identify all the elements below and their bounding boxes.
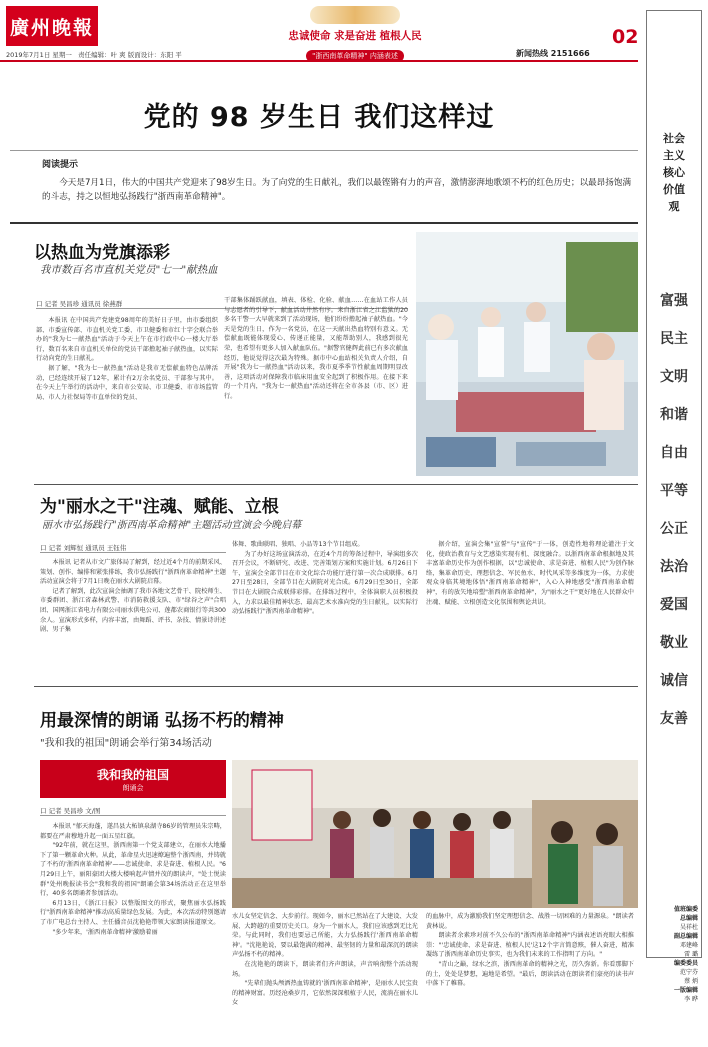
article2-title: 为"丽水之干"注魂、赋能、立根 [40,497,279,517]
credit-line: 蔡 炳 [684,978,698,985]
core-value: 平等 [660,483,688,499]
article2-divider [34,686,638,687]
article3-paragraph: 在沈艳艳的朗读下，朗读者们齐声朗读，声音响彻整个活动现场。 [232,960,418,978]
article2-paragraph: 本报讯 记者从市文广旅体局了解到，经过近4个月的前期采风、策划、创作、编排和紧张排练，我市弘扬践行"浙西南革命精神"主题活动宣演会将于7月1日晚在丽水大剧院启幕。 [40,559,226,586]
article3-paragraph: 本报讯 "郁天海蓬，遂昌县大柘镇泉湖寺86岁的管理员朱宗畴，都要在严肃穆地升起一面五星红旗。 [40,823,226,840]
article3-paragraph: "92年前，就在这里，浙西南第一个党支部建立，在丽水大地播下了第一颗革命火种。从此，革命星火迅速燎遍整个浙西南，并铸就了不朽的'浙西南革命精神'——忠诚使命、求是奋进、植根人民。"6月29日上午，丽阳豪团大楼大楼响起声情并茂的朗读声，"处士悦读群"处州晚报读书会"我和我的祖国"朗诵会第34场活动正在这里举行，40多名朗诵者参加活动。 [40,842,226,898]
core-value: 公正 [660,521,688,537]
article2-paragraph: 为了办好这场宣演活动，在近4个月的筹备过程中，导演组多次召开会议，不断研究、改进、完善策划方案和实施计划。6月26日下午，宣演会全部节目在市文化综合功能厅进行第一次合成联排。6月27日至28日，全部节目在大剧院对光合成。6月29日至30日，全部节目在大剧院合成联排彩排。在排练过程中，全体演职人员积极投入，力求以最佳精神状态、最高艺术水准向党的生日献礼，以实际行动弘扬践行"浙西南革命精神"。 [232,550,418,616]
credit-line: 副总编辑 [673,933,698,940]
article3-subtitle: "我和我的祖国"朗诵会举行第34场活动 [40,738,212,749]
reading-event-logo [40,760,226,798]
article1-col2 [224,296,408,402]
page-title: 党的 98 岁生日 我们这样过 [143,102,495,133]
article3-byline-rule [40,815,226,816]
article3-paragraph: 朗读者余素珍对前不久公布的"浙西南革命精神"内涵表述语亮眼大相推崇："'忠诚使命、求是奋进、植根人民'这12个字言简意赅，催人奋进，精准凝练了浙西南革命历史事实，也为我们未来的工作指明了方向。" [426,932,634,959]
core-value: 友善 [660,711,688,727]
blood-donation-photo-icon [416,232,638,476]
article1-title: 以热血为党旗添彩 [34,243,170,263]
banner-ribbon-icon [310,6,400,24]
core-value: 和谐 [660,407,688,423]
core-value: 文明 [660,369,688,385]
page-number: 02 [612,26,639,48]
article1-divider [34,484,638,485]
article3-paragraph: "先辈们抛头颅洒热血铸就的'浙西南革命精神'，是丽水人民宝贵的精神财富。历经沧桑岁月，它依然深深根植于人民，流淌在丽水儿女 [232,980,418,1007]
banner-sub: "浙西南革命精神" 内涵表述 [306,50,404,62]
header-divider [0,60,638,62]
date-line: 2019年7月1日 星期一 责任编辑：叶 爽 版面设计：东阳 平 [6,51,182,59]
reading-event-logo-title: 我和我的祖国 [96,768,169,782]
credit-line: 吴祥杜 [679,924,698,931]
article3-paragraph: "多少年来，'浙西南革命精神'激励着丽 [52,928,158,936]
core-value: 诚信 [660,673,688,689]
article2-byline-rule [40,552,226,553]
article1-paragraph: 干部集体踊跃献血，填表、体检、化验、献血……在血站工作人员与志愿者的引导下，献血活动井然有序。来自浙江省之江监狱的20多名干警一大早就来到了活动现场，他们纷纷撸起袖子献热血。"今天是党的生日，作为一名党员，在这一天献出热血特别有意义。无偿献血既能体现爱心、传递正能量，又能帮助别人，我感到很光荣，也希望有更多人加入献血队伍。"据警官健辉此前已有多次献血经历，他说觉得这次最为特殊。据市中心血站相关负责人介绍，自开展"我为七一献热血"活动以来，我市夏季季节性献血周期明显改善，这项活动对保障我市临床用血安全起到了积极作用。在接下来的一个月内，"我为七一献热血"活动还将在全市各县（市、区）进行。 [224,297,408,400]
banner-slogan: 忠诚使命 求是奋进 植根人民 [288,30,422,42]
article3-paragraph: "青山之巅，绿水之滨，浙西南革命的精神之光，历久弥新。你看那脚下的土，处处是梦想，遍地是希望。"最后，朗读活动在朗读者们豪亮的读书声中落下了帷幕。 [426,960,634,988]
reading-event-photo [232,760,638,908]
article2-paragraph: 体舞、歌曲联唱、独唱、小品等13个节目组成。 [232,541,364,548]
article2-byline: 口 记者 刘辉恒 通讯员 王钰伟 [40,544,127,552]
reading-event-photo-icon [232,760,638,908]
newspaper-logo: 廣州晚報 [6,6,98,46]
article1-paragraph: 据了解，"我为七一献热血"活动是我市无偿献血特色品牌活动，已经连续开展了12年，累计有2万余名党员、干部参与其中。在今天上午举行的活动中，来自市公安局、市卫健委、市市场监管局、市人力社保局等市直单位的党员、 [36,364,218,401]
article3-paragraph: 水儿女坚定信念、大步前行。现如今，丽水已然站在了大建设、大发展、大跨越的重要历史关口。身为一个丽水人，我们应该感到无比光荣。与此同时，我们也要忌己所能，大力弘扬践行'浙西南革命精神'。"沈艳艳说，要以最饱满的精神、最坚韧的力量和最深沉的朗读声弘扬不朽的精神。 [232,913,418,959]
article2-subtitle: 丽水市弘扬践行"浙西南革命精神"主题活动宣演会今晚启幕 [42,520,302,531]
core-value: 敬业 [660,635,688,651]
editorial-credits [646,905,702,1004]
article3-col2 [232,912,418,1008]
credit-line: 编委委员 [673,960,698,967]
core-values-title: 社会主义核心价值观 [663,132,685,213]
lead-divider [10,222,638,224]
article2-col2 [232,540,418,617]
core-value: 民主 [660,331,688,347]
lead-text: 今天是7月1日，伟大的中国共产党迎来了98岁生日。为了向党的生日献礼，我们以最铿锵有力的声音，激情澎湃地歌颂不朽的红色历史；以最昂扬饱满的斗志，持之以恒地弘扬践行"浙西南革命精神"。 [42,178,632,202]
core-value: 富强 [660,293,688,309]
credit-line: 邓建峰 [679,942,698,949]
blood-donation-photo [416,232,638,476]
article1-col1 [36,316,218,402]
credit-line: 总编辑 [679,915,698,922]
article2-paragraph: 据介绍，宣演会集"宣誓"与"宣传"于一体，创造性地将理论灌注于文化，使政治教育与文艺感染实现有机、深度融合。以浙西南革命根据地及其丰富革命历史作为创作根据，以"忠诚使命、求是奋进、植根人民"为创作脉络，集革命历史、理想信念、军民鱼水、时代风采等多维度为一体，力求使观众身临其境地体悟"浙西南革命精神"，入心入神地感受"浙西南革命精神"，有的放矢地培塑"浙西南革命精神"，为"丽水之干"更好地在人民群众中注魂、赋能、立根创造文化氛围和舆论共识。 [426,541,634,606]
core-values-list [646,282,702,738]
core-value: 爱国 [660,597,688,613]
credit-line: 一版编辑 [673,987,698,994]
anniversary-banner [270,6,440,62]
article2-paragraph: 记者了解到，此次宣演会抽调了我市各地文艺骨干、院校师生、市委群团、浙江省森林武警、市消防救援支队、市"绿谷之声"合唱团、国网浙江省电力有限公司丽水供电公司、莲都农商银行等共300余人。宣演形式多样，内容丰富，由舞蹈、评书、杂技、情景诗讲述剧、男子集 [40,587,226,634]
news-hotline: 新闻热线 2151666 [516,49,590,58]
article1-subtitle: 我市数百名市直机关党员"七一"献热血 [40,264,218,276]
article3-col1 [40,822,226,937]
article1-byline: 口 记者 吴昌珍 通讯员 徐燕群 [36,300,123,308]
lead-label: 阅读提示 [42,160,79,170]
article3-paragraph: 的血脉中，成为激励我们坚定理想信念、战胜一切困难的力量源泉。"朗读者黄林说。 [426,913,634,930]
article3-byline: 口 记者 吴昌珍 文/图 [40,807,101,815]
article2-col3 [426,540,634,607]
title-divider [10,150,638,151]
reading-event-logo-caption: 朗诵会 [122,784,144,792]
credit-line: 雷 璐 [684,951,698,958]
article1-paragraph: 本报讯 在中国共产党建党98周年的美好日子里，由市委组织部、市委宣传部、市直机关党工委、市卫健委和市红十字会联合举办的"我为七一献热血"活动于今天上午在市行政中心一楼大厅举行，数百名来自市直机关单位的党员干部撸起袖子献热血，以实际行动向党的生日献礼。 [36,317,218,363]
core-value: 自由 [660,445,688,461]
credit-line: 李 晔 [684,996,698,1003]
credit-line: 值班编委 [673,906,698,913]
article3-col3 [426,912,634,989]
article2-col1 [40,558,226,635]
core-value: 法治 [660,559,688,575]
article2-title-wrap [40,492,279,517]
article3-title: 用最深情的朗诵 弘扬不朽的精神 [40,711,284,731]
credit-line: 范宁芬 [679,969,698,976]
article3-paragraph: 6月13日，《浙江日报》以整版图文的形式，聚焦丽水弘扬践行"浙西南革命精神"推动高质量绿色发展。为此，本次活动特别邀请了市广电总台主持人、主任播音员沈艳艳带领大家朗读报道原文。 [40,899,226,926]
article3-title-wrap [40,706,284,731]
article1-title-wrap [34,238,170,263]
